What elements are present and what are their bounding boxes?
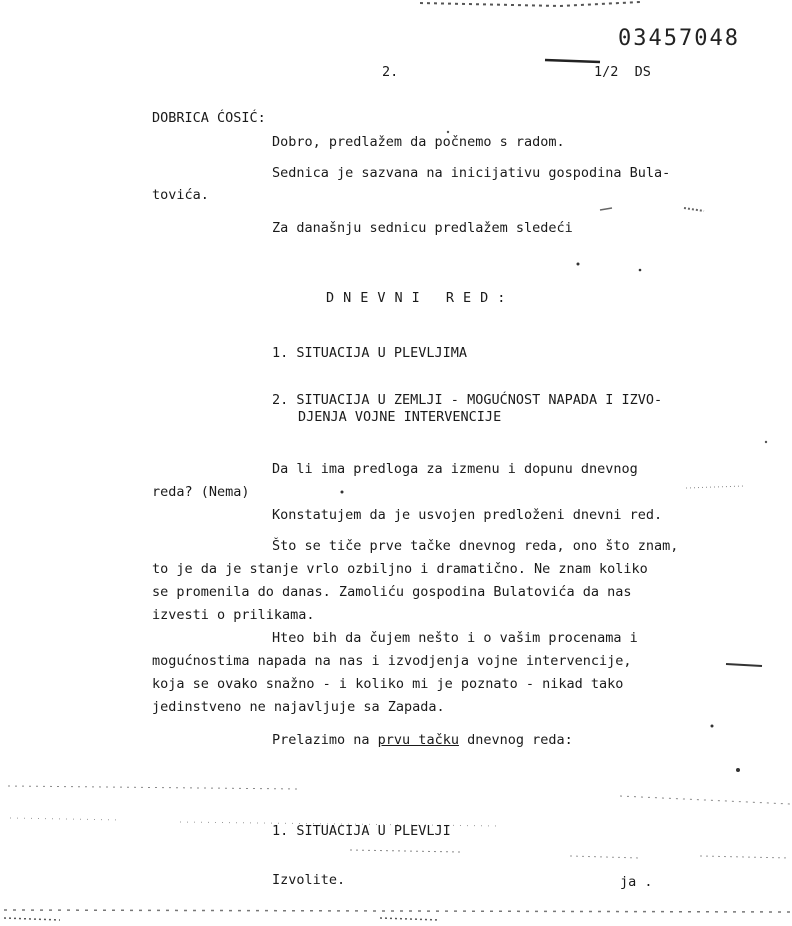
paragraph-assessment-line-3: koja se ovako snažno - i koliko mi je poznato - nikad tako — [152, 676, 624, 692]
footer-mark: ja . — [620, 874, 653, 890]
paragraph-move-on — [272, 732, 573, 748]
agenda-heading: DNEVNI RED: — [326, 290, 515, 306]
paragraph-first-item-line-2: to je da je stanje vrlo ozbiljno i dramatično. Ne znam koliko — [152, 561, 648, 577]
page-number: 2. — [382, 64, 399, 80]
move-on-prefix: Prelazimo na — [272, 732, 378, 748]
agenda-item-2-line-2: DJENJA VOJNE INTERVENCIJE — [298, 409, 502, 425]
paragraph-opening: Dobro, predlažem da počnemo s radom. — [272, 134, 565, 150]
move-on-suffix: dnevnog reda: — [458, 732, 573, 748]
document-number: 03457048 — [618, 26, 740, 51]
paragraph-adopted: Konstatujem da je usvojen predloženi dnevni red. — [272, 507, 663, 523]
paragraph-invitation: Izvolite. — [272, 872, 346, 888]
paragraph-assessment-line-1: Hteo bih da čujem nešto i o vašim procenama i — [272, 630, 638, 646]
speaker-name: DOBRICA ĆOSIĆ: — [152, 110, 266, 126]
paragraph-assessment-line-2: mogućnostima napada na nas i izvodjenja vojne intervencije, — [152, 653, 632, 669]
paragraph-session-line-1: Sednica je sazvana na inicijativu gospodina Bula- — [272, 165, 671, 181]
page-reference: 1/2 DS — [594, 64, 651, 80]
paragraph-proposals-line-1: Da li ima predloga za izmenu i dopunu dnevnog — [272, 461, 638, 477]
paragraph-first-item-line-1: Što se tiče prve tačke dnevnog reda, ono što znam, — [272, 538, 679, 554]
paragraph-session-line-2: tovića. — [152, 187, 209, 203]
paragraph-first-item-line-4: izvesti o prilikama. — [152, 607, 315, 623]
paragraph-proposals-line-2: reda? (Nema) — [152, 484, 250, 500]
move-on-underlined: prvu tačku — [377, 732, 459, 748]
paragraph-propose: Za današnju sednicu predlažem sledeći — [272, 220, 573, 236]
agenda-item-1: 1. SITUACIJA U PLEVLJIMA — [272, 345, 468, 361]
agenda-item-2-line-1: 2. SITUACIJA U ZEMLJI - MOGUĆNOST NAPADA I IZVO- — [272, 392, 663, 408]
paragraph-assessment-line-4: jedinstveno ne najavljuje sa Zapada. — [152, 699, 445, 715]
paragraph-first-item-line-3: se promenila do danas. Zamoliću gospodina Bulatovića da nas — [152, 584, 632, 600]
section-heading: 1. SITUACIJA U PLEVLJI — [272, 823, 451, 839]
